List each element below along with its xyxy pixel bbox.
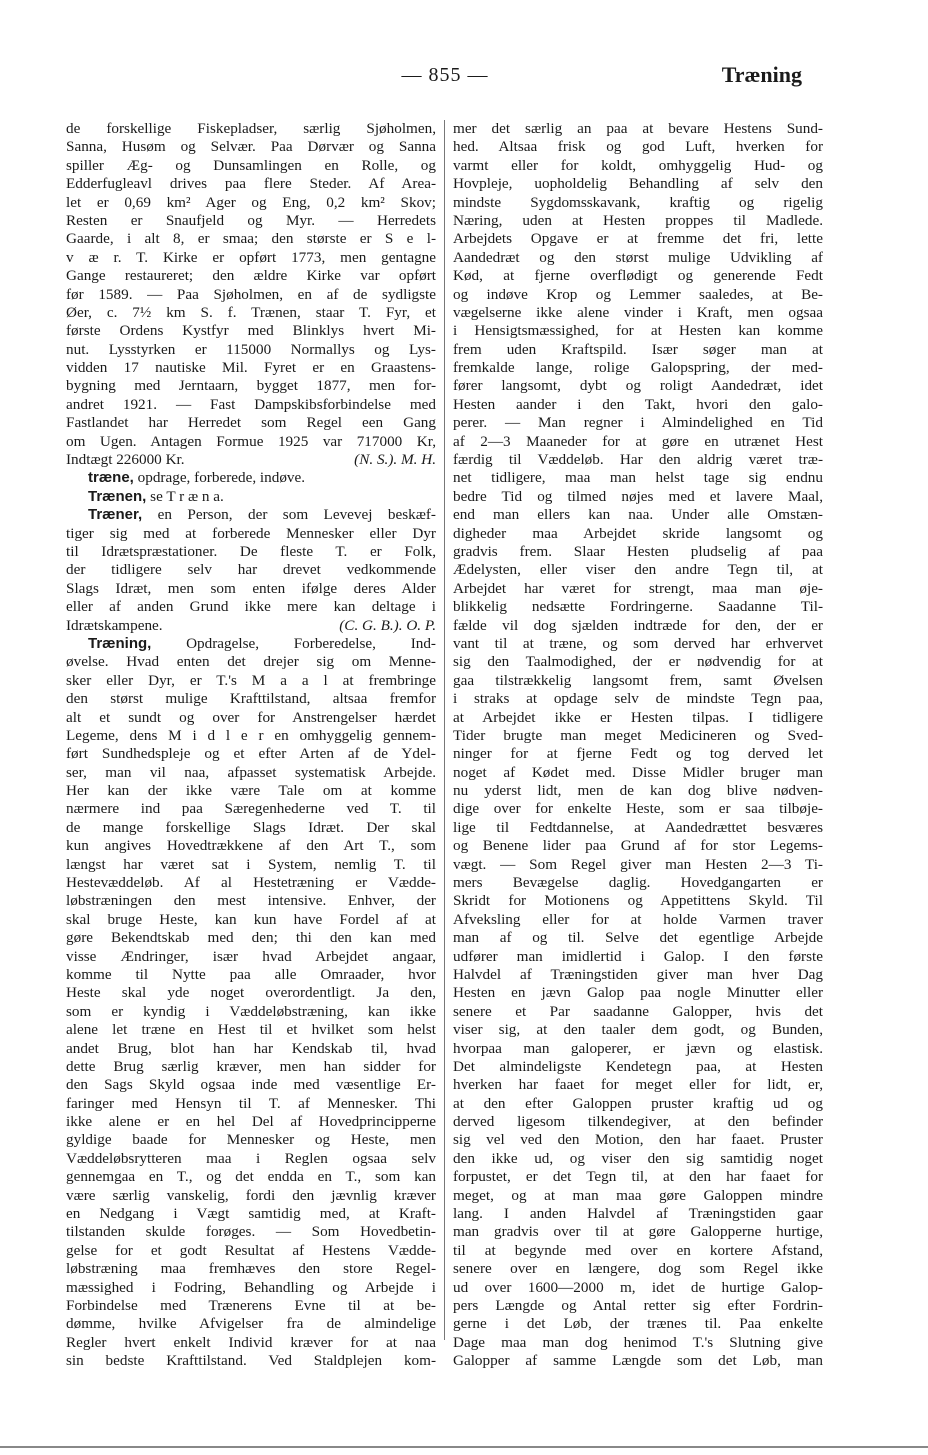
text-line [66,1168,436,1186]
line-text: den Sags Skyld ogsaa inde med væsentlige Er- [66,1076,436,1094]
line-text: Tider brugte man meget Medicineren og Sved- [453,726,823,744]
text-line [453,1352,823,1370]
text-line [453,764,823,782]
line-text: Slags Idræt, men som enten ifølge deres Alder [66,579,436,597]
line-text: frem uden Kraftspild. Især søger man at [453,340,823,358]
text-line [66,488,436,506]
line-text: tilstanden skulde forøges. — Som Hovedbetin- [66,1223,436,1241]
line-text: lang. I anden Halvdel af Træningstiden gaar [453,1205,823,1223]
text-line [453,1113,823,1131]
line-text: Hesten aander i den Takt, hvori den galo- [453,395,823,413]
line-text: Hovpleje, uopholdelig Behandling af selv den [453,175,823,193]
line-text: Gange restaureret; den ældre Kirke var opført [66,267,436,285]
line-text: Skridt for Motionens og Appetittens Skyld. Til [453,892,823,910]
text-line [66,1279,436,1297]
line-text: mers Bevægelse daglig. Hovedgangarten er [453,874,823,892]
line-text: nærmere ind paa Særegenhederne ved T. til [66,800,436,818]
text-line [66,672,436,690]
line-text: alt et sundt og over for Anstrengelser hærdet [66,708,436,726]
text-line [453,175,823,193]
line-text: senere et Par saadanne Galopper, hvis det [453,1002,823,1020]
line-text: Resten er Snaufjeld og Myr. — Herredets [66,211,436,229]
line-text: Næring, uden at Hesten proppes til Madlede. [453,211,823,229]
text-line [453,1279,823,1297]
text-line [66,635,436,653]
text-line [453,194,823,212]
text-line [453,230,823,248]
line-text: Heste skal yde noget overordentligt. Ja den, [66,984,436,1002]
text-line [66,800,436,818]
text-line [453,561,823,579]
line-text: Ædelysten, eller viser den andre Tegn til, at [453,561,823,579]
line-text: varmt eller for koldt, omhyggelig Hud- og [453,156,823,174]
line-text: sker eller Dyr, er T.'s M a a l at frembringe [66,671,436,689]
text-line [453,966,823,984]
line-text: de forskellige Fiskepladser, særlig Sjøholmen, [66,120,436,137]
text-line [453,819,823,837]
text-line [66,580,436,598]
text-line [66,1131,436,1149]
author-signature: (N. S.). M. H. [354,451,436,469]
line-text: end man ellers kan naa. Under alle Omstæn- [453,506,823,524]
text-line [66,892,436,910]
line-text: fører langsomt, dybt og roligt Aandedræt, idet [453,377,823,395]
line-text: visse Ændringer, især hvad Arbejdet angaar, [66,947,436,965]
line-text: som er kyndig i Væddeløbstræning, kan ikke [66,1002,436,1020]
text-line [453,525,823,543]
line-text: spiller Æg- og Dunsamlingen en Rolle, og [66,156,436,174]
text-line [453,598,823,616]
line-text: den ikke ud, og viser den sig samtidig noget [453,1149,823,1167]
text-line [453,874,823,892]
text-line [453,709,823,727]
text-line [66,249,436,267]
text-line [66,1352,436,1370]
text-line [66,727,436,745]
line-text: mindste Sygdomsskavank, kraftig og rigelig [453,193,823,211]
text-line [453,120,823,138]
line-text: før 1589. — Paa Sjøholmen, en af de sydligste [66,285,436,303]
text-line [453,451,823,469]
line-text: andret 1921. — Fast Dampskibsforbindelse med [66,395,436,413]
text-line [66,543,436,561]
text-line [66,1315,436,1333]
line-text: Sanna, Husøm og Selvær. Paa Dørvær og Sanna [66,138,436,156]
line-text: fælde vil dog sjælden indtræde for den, der er [453,616,823,634]
line-text: og indøve Krop og Lemmer saaledes, at Be- [453,285,823,303]
line-text: Opdragelse, Forberedelse, Ind- [151,634,436,652]
text-line [66,451,436,469]
line-text: man af og til. Selve det egentlige Arbejde [453,929,823,947]
line-text: Dage maa man dog henimod T.'s Slutning give [453,1333,823,1351]
line-text: ikke alene er en hel Del af Hovedprincipperne [66,1113,436,1131]
line-text: sig vel ved den Motion, den har faaet. Pruster [453,1131,823,1149]
line-text: at Arbejdet ikke er Hesten tilpas. I tidligere [453,708,823,726]
text-line [66,819,436,837]
text-line [66,1187,436,1205]
text-line [66,1040,436,1058]
line-text: meget, og at man maa gøre Galoppen mindre [453,1186,823,1204]
text-line [66,433,436,451]
line-text: vægt. — Som Regel giver man Hesten 2—3 Ti- [453,855,823,873]
text-line [453,911,823,929]
line-text: længst har været sat i System, nemlig T. til [66,855,436,873]
line-text: vant til at træne, og som derved har erhvervet [453,634,823,652]
text-line [453,800,823,818]
text-line [66,911,436,929]
line-text: Kød, at fjerne overflødigt og generende Fedt [453,267,823,285]
page-number: — 855 — [401,64,489,86]
text-line [66,929,436,947]
text-line [66,359,436,377]
line-text: Arbejdet har været for strengt, maa man øje- [453,579,823,597]
text-line [66,1242,436,1260]
text-line [66,745,436,763]
text-line [66,396,436,414]
text-line [453,1297,823,1315]
page-header [0,58,928,98]
text-line [66,157,436,175]
line-text: gennemgaa en T., og det endda en T., som kan [66,1168,436,1186]
text-line [66,304,436,322]
text-line [66,1150,436,1168]
line-text: Indtægt 226000 Kr. [66,451,185,469]
text-line [66,598,436,616]
line-text: pers Længde og Antal retter sig efter Fordrin- [453,1297,823,1314]
text-line [66,690,436,708]
line-text: Regler hvert enkelt Individ kræver for at naa [66,1333,436,1351]
text-line [453,414,823,432]
line-text: Legeme, dens M i d l e r en omhyggelig gennem- [66,726,436,744]
text-line [453,1040,823,1058]
line-text: af 2—3 Maaneder for at gøre en utrænet Hest [453,432,823,450]
author-signature: (C. G. B.). O. P. [339,616,436,634]
line-text: gøre Bekendtskab med den; thi den kan med [66,929,436,947]
text-line [453,690,823,708]
line-text: net tidligere, maa man helst tage sig endnu [453,469,823,487]
text-line [453,1150,823,1168]
text-line [453,948,823,966]
text-line [453,1205,823,1223]
text-line [66,525,436,543]
text-line [453,1003,823,1021]
line-text: færdig til Væddeløb. Har den aldrig været træ- [453,451,823,469]
line-text: en Person, der som Levevej beskæf- [142,506,436,524]
text-line [66,506,436,524]
text-line [453,1095,823,1113]
text-line [453,488,823,506]
text-line [453,672,823,690]
text-line [453,1315,823,1333]
text-line [453,322,823,340]
line-text: gelse for et godt Resultat af Hestens Vædde- [66,1241,436,1259]
text-line [66,138,436,156]
text-line [453,304,823,322]
line-text: ud over 1600—2000 m, idet de hurtige Galop- [453,1278,823,1296]
text-line [66,1058,436,1076]
line-text: hed. Altsaa frisk og god Luft, hverken for [453,138,823,156]
line-text: vægelserne ikke alene vinder i Kraft, men ogsaa [453,303,823,321]
text-line [66,1223,436,1241]
text-line [453,286,823,304]
text-line [453,727,823,745]
line-text: hverken har faaet for meget eller for lidt, er, [453,1076,823,1094]
line-text: skal bruge Heste, kan kun have Fordel af at [66,910,436,928]
line-text: faringer med Hensyn til T. af Mennesker. Thi [66,1094,436,1112]
line-text: gyldige baade for Mennesker og Heste, men [66,1131,436,1149]
text-line [453,267,823,285]
line-text: dette Brug særlig kræver, men han sidder for [66,1057,436,1075]
line-text: øvelse. Hvad enten det drejer sig om Menne- [66,653,436,671]
line-text: se T r æ n a. [146,487,224,505]
headword: Træner, [88,506,143,524]
text-line [453,856,823,874]
text-line [66,984,436,1002]
line-text: man gradvis over til at gøre Galopperne hurtige, [453,1223,823,1241]
line-text: dige over for enkelte Heste, som er saa tilbøje- [453,800,823,818]
line-text: Hestevæddeløb. Af al Hestetræning er Vædde- [66,874,436,892]
line-text: alene let træne en Hest til et hvilket som helst [66,1021,436,1039]
text-line [453,635,823,653]
text-line [66,286,436,304]
text-line [453,892,823,910]
text-line [66,341,436,359]
text-line [453,1131,823,1149]
line-text: lige til Fedtdannelse, at Aandedrættet besværes [453,818,823,836]
text-line [66,1003,436,1021]
line-text: der tidligere selv har drevet vedkommende [66,561,436,579]
line-text: derved ligesom tilkendegiver, at den befinder [453,1113,823,1131]
text-line [453,1334,823,1352]
line-text: Gaarde, i alt 8, er smaa; den største er S e l- [66,230,436,248]
line-text: gradvis frem. Slaar Hesten pludselig af paa [453,542,823,560]
line-text: viser sig, at den taaler dem godt, og Bunden, [453,1021,823,1039]
line-text: i Hensigtsmæssighed, for at Hesten kan komme [453,322,823,340]
line-text: gerne i det Løb, der trænes til. Paa enkelte [453,1315,823,1333]
line-text: forpustet, er det Tegn til, at den har faaet for [453,1168,823,1186]
line-text: blikkelig nedsætte Fordringerne. Saadanne Til- [453,598,823,616]
text-line [453,1187,823,1205]
text-line [453,745,823,763]
line-text: Afveksling eller for at holde Varmen traver [453,910,823,928]
text-line [66,1297,436,1315]
line-text: Hesten en jævn Galop paa nogle Minutter eller [453,984,823,1002]
text-line [453,506,823,524]
line-text: første Ordens Kystfyr med Blinklys hvert Mi- [66,322,436,340]
text-line [66,377,436,395]
text-line [66,1334,436,1352]
line-text: Aandedræt og den størst mulige Udvikling af [453,248,823,266]
right-column [453,120,823,1371]
line-text: løbstræning maa fremhæves den store Regel- [66,1260,436,1278]
line-text: Forbindelse med Trænerens Evne til at be- [66,1297,436,1314]
text-line [453,377,823,395]
line-text: senere over en længere, dog som Regel ikke [453,1260,823,1278]
line-text: digheder maa Arbejdet skride langsomt og [453,524,823,542]
text-line [453,1076,823,1094]
headword: Træning, [88,634,152,652]
line-text: mer det særlig an paa at bevare Hestens Sund- [453,120,823,137]
text-line [66,617,436,635]
line-text: Væddeløbsrytteren maa i Reglen ogsaa selv [66,1149,436,1167]
headword: træne, [88,469,134,487]
line-text: gaa tilstrækkelig langsomt frem, samt Øvelsen [453,671,823,689]
line-text: vidden 17 nautiske Mil. Fyret er en Graastens- [66,359,436,377]
line-text: Fastlandet har Herredet som Regel een Gang [66,414,436,432]
line-text: en Nedgang i Vægt samtidig med, at Kraft- [66,1205,436,1223]
line-text: noget af Kødet med. Disse Midler bruger man [453,763,823,781]
text-line [66,653,436,671]
line-text: om Ugen. Antagen Formue 1925 var 717000 Kr, [66,432,436,450]
text-line [66,212,436,230]
text-line [453,1021,823,1039]
text-line [453,837,823,855]
line-text: nut. Lysstyrken er 115000 Normallys og Lys- [66,340,436,358]
text-line [66,782,436,800]
text-line [66,1260,436,1278]
text-line [453,138,823,156]
text-line [453,543,823,561]
line-text: v æ r. T. Kirke er opført 1773, men gentagne [66,248,436,266]
text-line [453,359,823,377]
text-line [66,1113,436,1131]
line-text: let er 0,69 km² Ager og Eng, 0,2 km² Skov; [66,193,436,211]
line-text: de mange forskellige Slags Idræt. Der skal [66,818,436,836]
text-line [453,433,823,451]
line-text: perer. — Man regner i Almindelighed en Tid [453,414,823,432]
line-text: hvorpaa man galoperer, er jævn og elastisk. [453,1039,823,1057]
line-text: i straks at opdage selv de mindste Tegn paa, [453,690,823,708]
text-line [453,341,823,359]
line-text: være særlig vanskelig, fordi den jævnlig kræver [66,1186,436,1204]
line-text: løbstræningen den mest intensive. Enhver, der [66,892,436,910]
text-line [66,709,436,727]
text-line [453,1168,823,1186]
text-line [66,837,436,855]
line-text: Idrætskampene. [66,616,163,634]
headword: Trænen, [88,487,147,505]
text-line [453,1242,823,1260]
line-text: bedre Tid og tilmed nøjes med et lavere Maal, [453,487,823,505]
line-text: at den efter Galoppen pruster kraftig ud og [453,1094,823,1112]
text-line [66,1021,436,1039]
running-head: Træning [721,62,802,87]
line-text: Edderfugleavl drives paa flere Steder. Af Area- [66,175,436,193]
text-line [453,617,823,635]
text-line [66,120,436,138]
text-line [453,1223,823,1241]
text-line [453,1260,823,1278]
line-text: ser, man vil naa, afpasset systematisk Arbejde. [66,763,436,781]
text-line [453,580,823,598]
text-line [453,1058,823,1076]
line-text: bygning med Jerntaarn, bygget 1877, men for- [66,377,436,395]
line-text: andet Brug, blot han har Kendskab til, hvad [66,1039,436,1057]
text-line [66,561,436,579]
text-line [66,1205,436,1223]
text-line [66,322,436,340]
line-text: dømme, hvilke Afvigelser fra de almindelige [66,1315,436,1333]
line-text: fremkalde lange, rolige Galopspring, der med- [453,359,823,377]
line-text: kun angives Hovedtrækkene af den Art T., som [66,837,436,855]
text-line [66,1095,436,1113]
scan-edge [0,1446,928,1448]
line-text: ført Sundhedspleje og et efter Arten af de Ydel- [66,745,436,763]
text-line [66,764,436,782]
text-line [453,249,823,267]
line-text: tiger sig med at forberede Mennesker eller Dyr [66,524,436,542]
line-text: Det almindeligste Kendetegn paa, at Hesten [453,1057,823,1075]
line-text: sig den Taalmodighed, der er nødvendig for at [453,653,823,671]
line-text: til at begynde med over en kortere Afstand, [453,1241,823,1259]
text-line [453,157,823,175]
text-line [66,194,436,212]
text-line [453,212,823,230]
line-text: Halvdel af Træningstiden giver man hver Dag [453,965,823,983]
text-line [66,1076,436,1094]
text-line [66,175,436,193]
text-line [66,874,436,892]
line-text: den størst mulige Krafttilstand, altsaa fremfor [66,690,436,708]
text-line [66,966,436,984]
left-column [66,120,436,1371]
text-line [66,469,436,487]
text-line [453,469,823,487]
text-line [66,948,436,966]
line-text: nu yderst lidt, men de kan dog blive nødven- [453,782,823,800]
line-text: og Benene lider paa Grund af for stor Legems- [453,837,823,855]
text-line [453,782,823,800]
line-text: opdrage, forberede, indøve. [133,469,306,487]
text-line [453,653,823,671]
column-divider [444,120,445,1340]
line-text: Her kan der ikke være Tale om at komme [66,782,436,800]
line-text: Arbejdets Opgave er at fremme det fri, lette [453,230,823,248]
line-text: sin bedste Krafttilstand. Ved Staldplejen kom- [66,1352,436,1370]
text-line [66,230,436,248]
text-line [453,396,823,414]
text-line [66,267,436,285]
line-text: udfører man imidlertid i Galop. I den første [453,947,823,965]
text-line [66,856,436,874]
line-text: Galopper af samme Længde som det Løb, man [453,1352,823,1370]
line-text: Øer, c. 7½ km S. f. Trænen, staar T. Fyr, et [66,303,436,321]
text-line [453,984,823,1002]
line-text: eller af anden Grund ikke mere kan deltage i [66,598,436,616]
line-text: til Idrætspræstationer. De fleste T. er Folk, [66,542,436,560]
line-text: komme til Nytte paa alle Omraader, hvor [66,965,436,983]
text-line [453,929,823,947]
text-line [66,414,436,432]
line-text: mæssighed i Fodring, Behandling og Arbejde i [66,1278,436,1296]
line-text: ninger for at fjerne Fedt og tog derved let [453,745,823,763]
